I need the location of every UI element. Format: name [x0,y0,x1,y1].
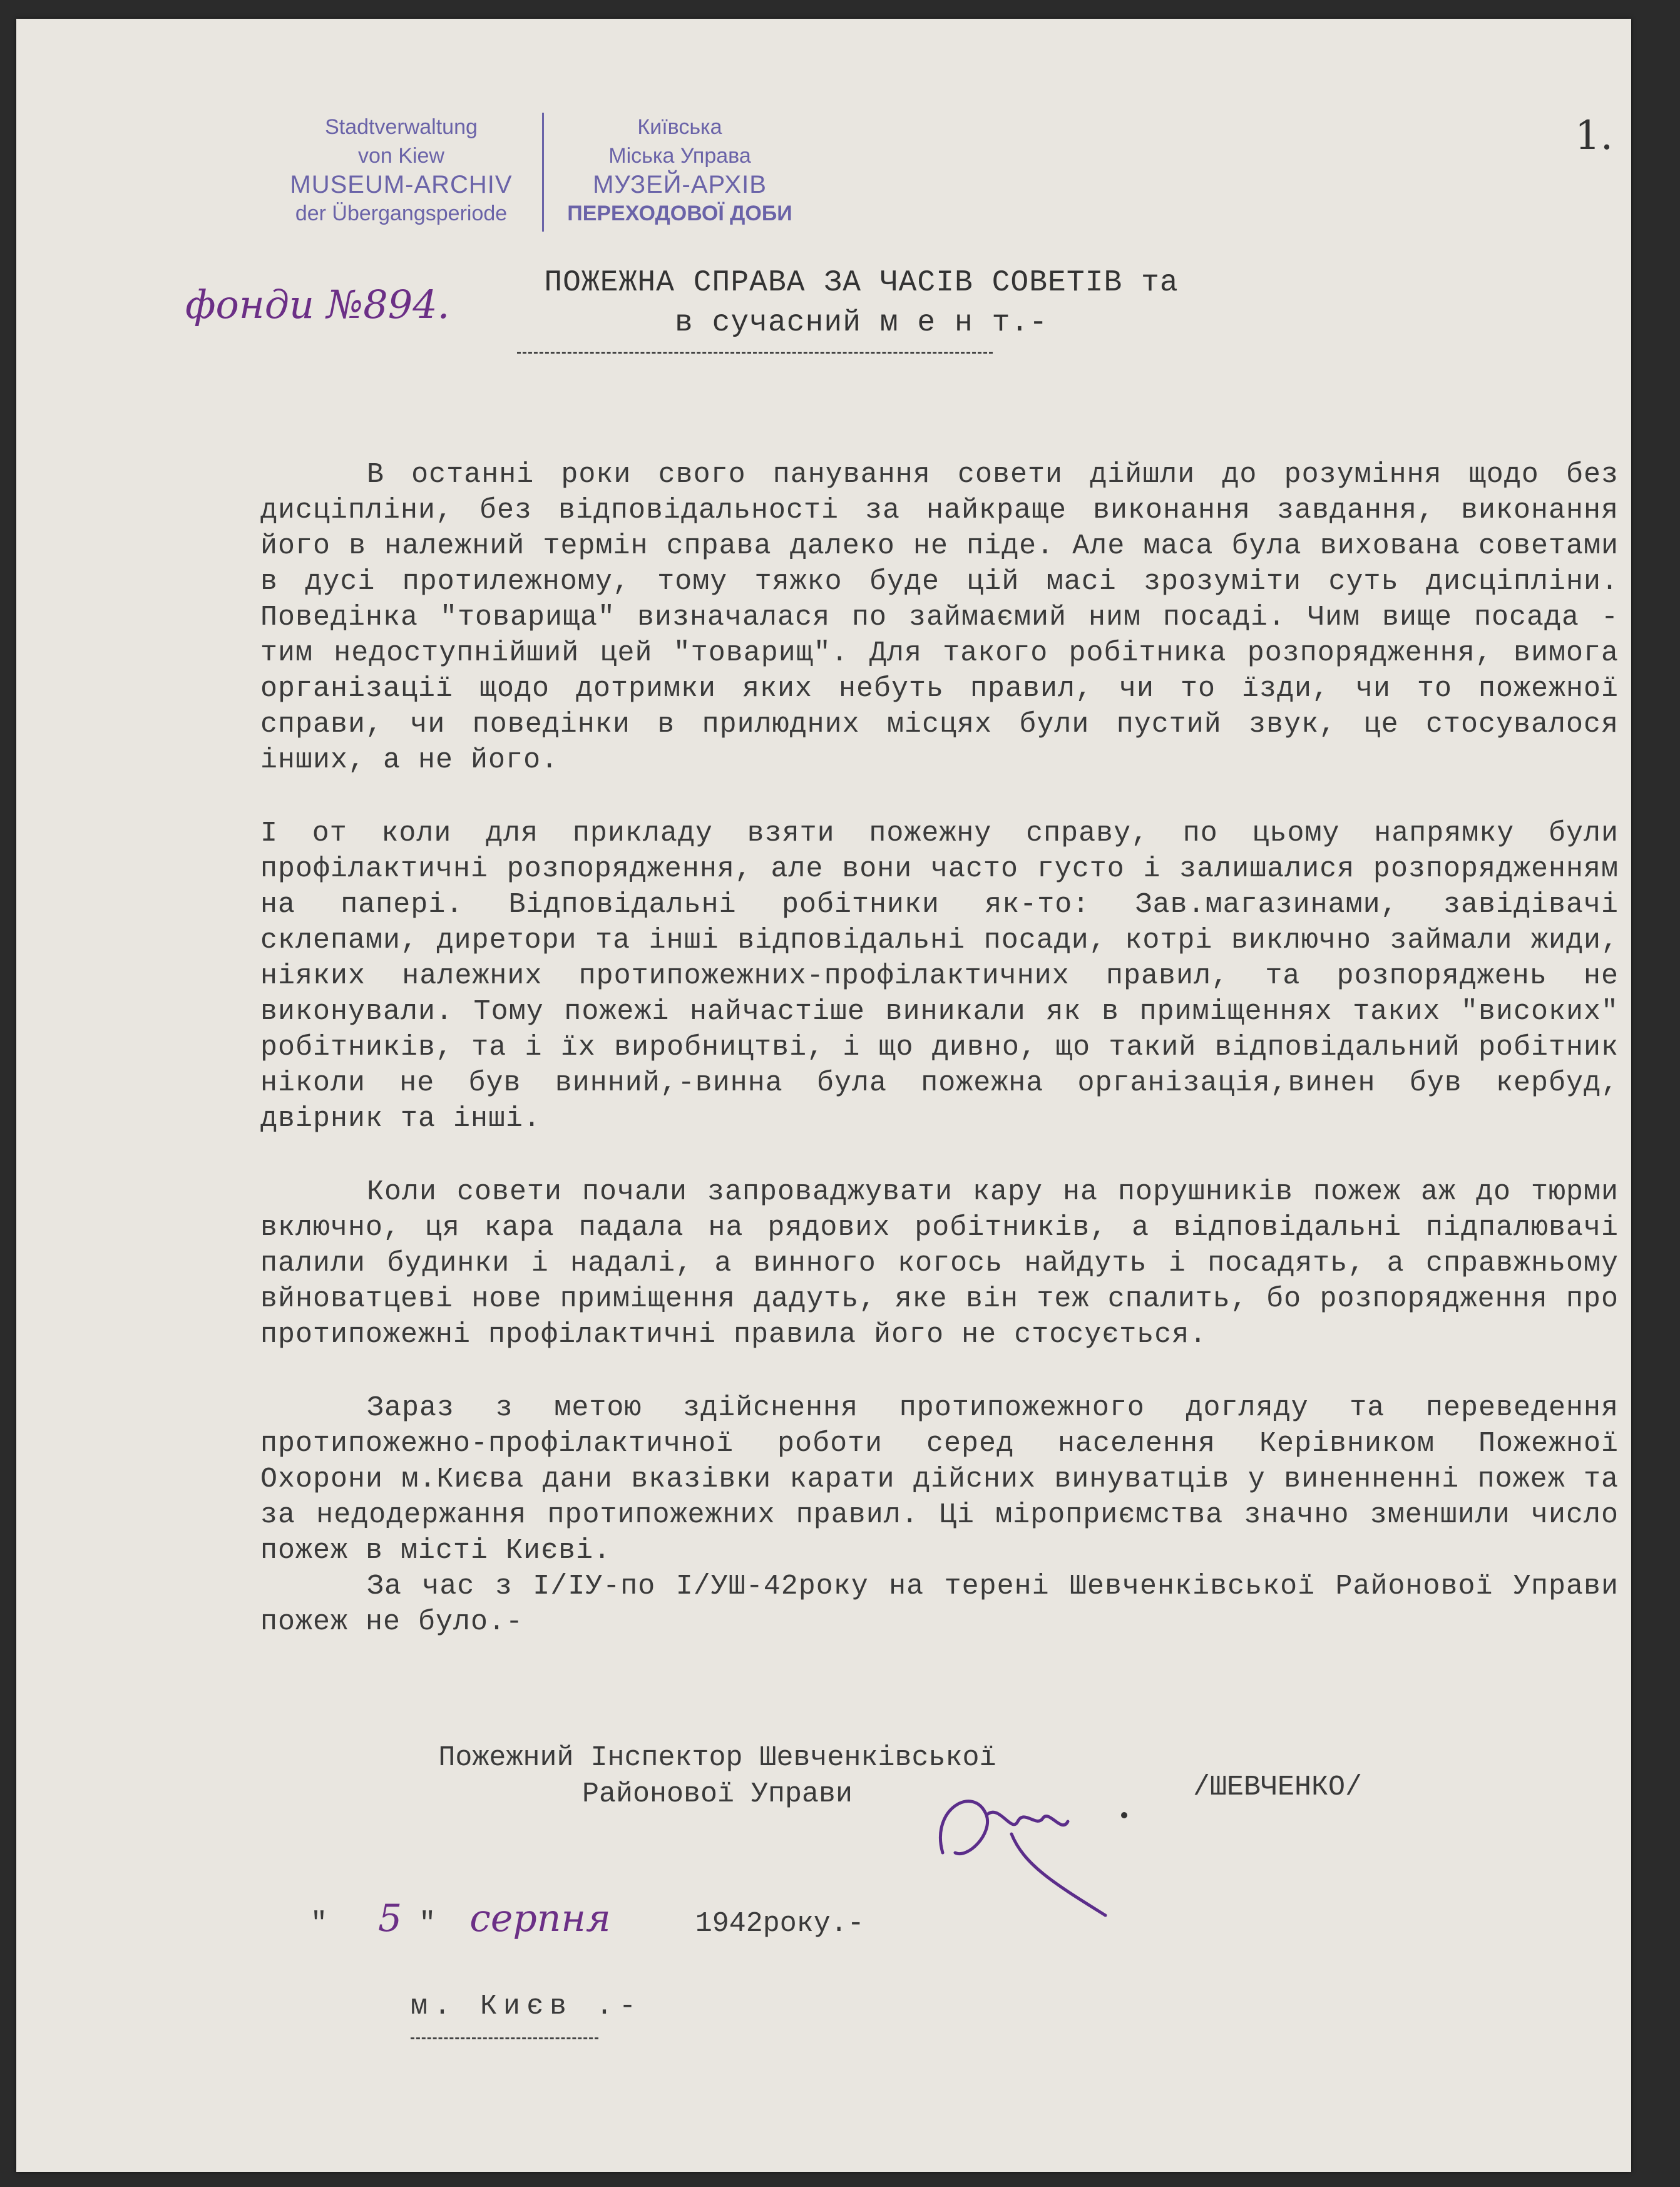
place-underline [411,2037,598,2039]
stamp-ua-line-3: МУЗЕЙ-АРХІВ [593,171,767,198]
stamp-german-column [267,113,536,228]
page-number: 1. [1575,113,1614,159]
title-line-1: ПОЖЕЖНА СПРАВА ЗА ЧАСІВ СОВЕТІВ та [544,266,1179,300]
stamp-de-line-4: der Übergangsperiode [295,202,508,225]
paragraph-2: І от коли для прикладу взяти пожежну справу, по цьому напрямку були профілактичні розпорядження, але вони часто густо і залишалися розпорядженням на папері. Відповідальні робітники як-то: Зав.магазинами, завідівачі склепами, диретори та інші відповідальні посади, котрі виключно займали жиди, ніяких належних протипожежних-профілактичних правил, та розпоряджень не виконували. Тому пожежі найчастіше виникали як в приміщеннях таких "високих" робітників, та і їх виробництві, і що дивно, що такий відповідальний робітник ніколи не був винний,-винна була пожежна організація,винен був кербуд, двірник та інші. [260,817,1619,1135]
paragraph-5: За час з І/ІУ-по І/УШ-42року на терені Шевченківської Районової Управи пожеж не було.- [260,1570,1619,1638]
stamp-divider [542,113,544,232]
stamp-ua-line-2: Міська Управа [608,144,751,168]
handwritten-fond-note: фонди №894. [185,282,450,327]
title-underline [517,352,993,354]
paragraph-3: Коли совети почали запроваджувати кару на порушників пожеж аж до тюрми включно, ця кара падала на рядових робітників, а відповідальні підпалювачі палили будинки і надалі, а винного когось найдуть і посадять, а справжньому вйноватцеві нове приміщення дадуть, яке він теж спалить, бо розпорядження про протипожежні профілактичні правила його не стосується. [260,1176,1619,1351]
signatory-title-line-1: Пожежний Інспектор Шевченківської [438,1742,996,1774]
stamp-de-line-3: MUSEUM-ARCHIV [290,171,513,198]
document-place: м. Києв .- [411,1990,643,2022]
signer-name: /ШЕВЧЕНКО/ [1193,1771,1363,1803]
museum-archive-stamp [267,113,843,263]
date-month: серпня [469,1897,611,1940]
date-day: 5 [378,1897,402,1940]
signatory-title-line-2: Районової Управи [581,1778,853,1810]
stamp-de-line-2: von Kiew [358,144,444,168]
title-line-2: в сучасний м е н т.- [674,306,1048,340]
document-date [310,1897,864,1940]
document-page [16,19,1631,2172]
date-open-quote: " [310,1908,328,1940]
paragraph-4: Зараз з метою здійснення протипожежного догляду та переведення протипожежно-профілактичної роботи серед населення Керівником Пожежної Охорони м.Києва дани вказівки карати дійсних винуватців у виненненні пожеж та за недодержання протипожежних правил. Ці міроприємства значно зменшили число пожеж в місті Києві. [260,1392,1619,1567]
stamp-ua-line-1: Київська [637,115,722,139]
paragraph-1: В останні роки свого панування совети дійшли до розуміння щодо без дисціпліни, без відповідальності за найкраще виконання завдання, виконання його в належний термін справа далеко не піде. Але маса була вихована советами в дусі протилежному, тому тяжко буде цій масі зрозуміти суть дисціпліни. Поведінка "товарища" визначалася по займаємий ним посаді. Чим вище посада - тим недоступнійший цей "товарищ". Для такого робітника розпорядження, вимога організації щодо дотримки яких небуть правил, чи то їзди, чи то пожежної справи, чи поведінки в прилюдних місцях були пустий звук, це стосувалося інших, а не його. [260,459,1619,776]
document-title [454,263,1268,343]
stamp-ua-line-4: ПЕРЕХОДОВОЇ ДОБИ [567,202,792,225]
handwritten-signature [918,1759,1130,1922]
date-year: 1942року.- [695,1908,864,1940]
date-close-quote: " [419,1908,436,1940]
stamp-ukrainian-column [555,113,805,228]
stamp-de-line-1: Stadtverwaltung [325,115,478,139]
document-body [260,457,1619,1640]
